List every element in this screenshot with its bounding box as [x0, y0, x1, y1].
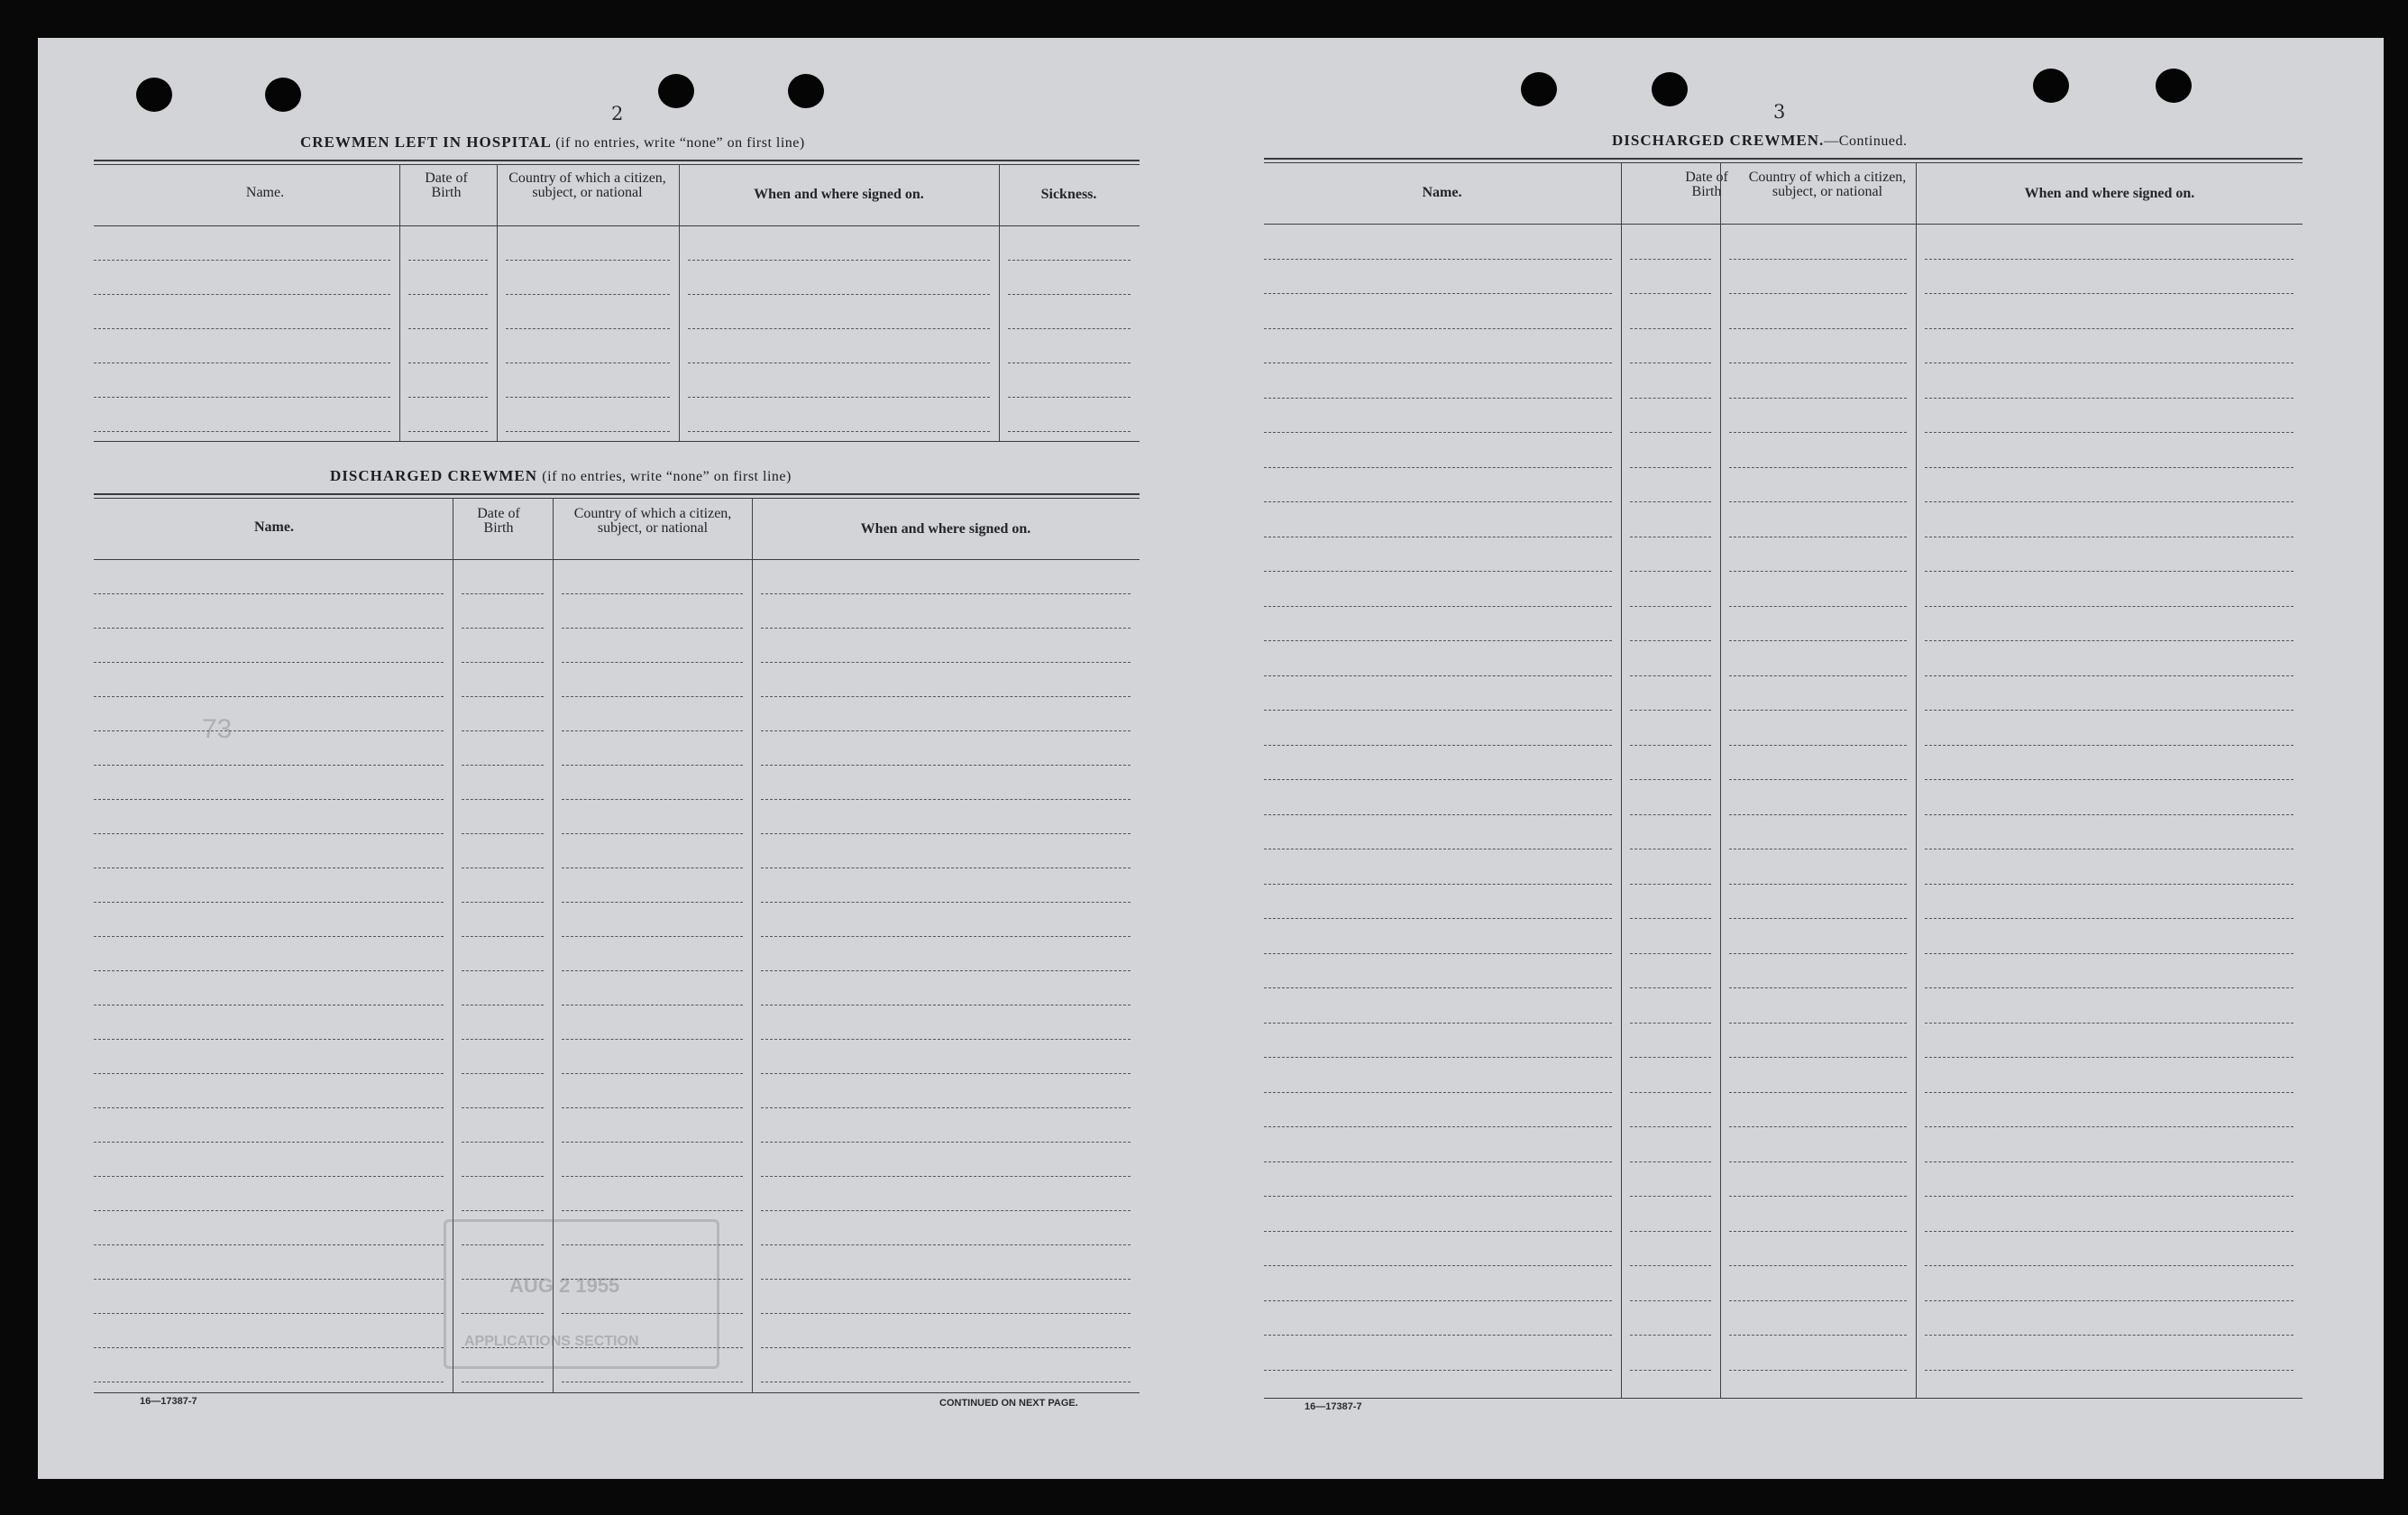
right-entry-line [1264, 1231, 1612, 1232]
punch-hole [658, 74, 694, 108]
right-entry-line [1925, 1265, 2294, 1266]
right-entry-line [1264, 918, 1612, 919]
right-entry-line [1264, 1023, 1612, 1024]
discharged-entry-line [562, 730, 743, 731]
right-entry-line [1630, 1023, 1711, 1024]
right-entry-line [1630, 1126, 1711, 1127]
hospital-column-rule [679, 164, 680, 441]
right-entry-line [1729, 1057, 1907, 1058]
right-entry-line [1925, 293, 2294, 294]
discharged-entry-line [462, 1039, 544, 1040]
hospital-column-rule [399, 164, 400, 441]
right-entry-line [1729, 1300, 1907, 1301]
received-stamp [444, 1219, 719, 1369]
right-entry-line [1630, 1300, 1711, 1301]
right-top-rule [1264, 158, 2303, 163]
hospital-entry-line [688, 294, 990, 295]
right-entry-line [1729, 918, 1907, 919]
hospital-column-rule [497, 164, 498, 441]
discharged-entry-line [761, 1073, 1131, 1074]
right-entry-line [1264, 293, 1612, 294]
discharged-entry-line [761, 1279, 1131, 1280]
right-entry-line [1630, 1092, 1711, 1093]
right-entry-line [1729, 328, 1907, 329]
discharged-entry-line [562, 628, 743, 629]
right-entry-line [1264, 1092, 1612, 1093]
discharged-col-name: Name. [254, 519, 294, 535]
discharged-entry-line [761, 833, 1131, 834]
right-section-title [1612, 132, 1907, 150]
right-entry-line [1729, 675, 1907, 676]
right-entry-line [1264, 398, 1612, 399]
hospital-column-rule [999, 164, 1000, 441]
right-column-rule [1916, 162, 1917, 1398]
right-entry-line [1925, 432, 2294, 433]
hospital-title-text: CREWMEN LEFT IN HOSPITAL [300, 133, 551, 151]
right-entry-line [1630, 918, 1711, 919]
right-entry-line [1630, 432, 1711, 433]
discharged-entry-line [761, 765, 1131, 766]
discharged-entry-line [562, 1039, 743, 1040]
hospital-entry-line [1008, 397, 1131, 398]
right-entry-line [1729, 1126, 1907, 1127]
discharged-entry-line [562, 765, 743, 766]
hospital-entry-line [506, 397, 670, 398]
hospital-top-rule [94, 160, 1140, 165]
punch-hole [1652, 72, 1688, 106]
discharged-entry-line [562, 662, 743, 663]
hospital-entry-line [1008, 260, 1131, 261]
discharged-entry-line [562, 1107, 743, 1108]
right-entry-line [1925, 259, 2294, 260]
right-entry-line [1630, 398, 1711, 399]
right-entry-line [1264, 675, 1612, 676]
right-entry-line [1729, 1196, 1907, 1197]
form-number-left: 16—17387-7 [140, 1396, 197, 1407]
punch-hole [788, 74, 824, 108]
right-entry-line [1729, 710, 1907, 711]
right-entry-line [1925, 814, 2294, 815]
right-entry-line [1630, 606, 1711, 607]
right-entry-line [1264, 571, 1612, 572]
hospital-entry-line [506, 294, 670, 295]
hospital-entry-line [408, 328, 488, 329]
right-entry-line [1729, 745, 1907, 746]
discharged-entry-line [94, 730, 444, 731]
discharged-entry-line [462, 936, 544, 937]
discharged-entry-line [761, 902, 1131, 903]
page-number-right: 3 [1773, 101, 1786, 123]
discharged-entry-line [94, 1073, 444, 1074]
discharged-entry-line [761, 1107, 1131, 1108]
right-col-dob: Date of Birth [1685, 170, 1728, 199]
hospital-entry-line [506, 260, 670, 261]
discharged-entry-line [562, 833, 743, 834]
discharged-section-title [330, 467, 792, 485]
discharged-entry-line [462, 593, 544, 594]
right-entry-line [1264, 501, 1612, 502]
discharged-entry-line [94, 1039, 444, 1040]
hospital-entry-line [94, 260, 390, 261]
right-entry-line [1264, 710, 1612, 711]
hospital-bottom-rule [94, 441, 1140, 442]
discharged-entry-line [761, 628, 1131, 629]
hospital-entry-line [506, 328, 670, 329]
right-entry-line [1630, 1231, 1711, 1232]
right-entry-line [1630, 328, 1711, 329]
right-entry-line [1264, 1265, 1612, 1266]
discharged-entry-line [94, 1176, 444, 1177]
right-entry-line [1925, 918, 2294, 919]
right-entry-line [1729, 1092, 1907, 1093]
discharged-entry-line [761, 1244, 1131, 1245]
discharged-entry-line [94, 662, 444, 663]
right-entry-line [1264, 1370, 1612, 1371]
discharged-entry-line [761, 1210, 1131, 1211]
stamp-date: AUG 2 1955 [509, 1274, 620, 1297]
form-number-right: 16—17387-7 [1305, 1401, 1362, 1412]
discharged-entry-line [562, 1142, 743, 1143]
right-entry-line [1729, 432, 1907, 433]
right-entry-line [1264, 1300, 1612, 1301]
right-entry-line [1925, 779, 2294, 780]
right-entry-line [1630, 467, 1711, 468]
discharged-entry-line [94, 593, 444, 594]
right-entry-line [1630, 571, 1711, 572]
right-entry-line [1925, 710, 2294, 711]
discharged-entry-line [462, 662, 544, 663]
right-entry-line [1264, 1126, 1612, 1127]
discharged-entry-line [94, 628, 444, 629]
discharged-top-rule [94, 493, 1140, 499]
right-entry-line [1264, 814, 1612, 815]
hospital-entry-line [94, 328, 390, 329]
right-entry-line [1630, 1370, 1711, 1371]
right-entry-line [1630, 884, 1711, 885]
right-entry-line [1264, 640, 1612, 641]
hospital-col-name: Name. [245, 185, 285, 200]
right-entry-line [1925, 1370, 2294, 1371]
discharged-entry-line [462, 1210, 544, 1211]
discharged-column-rule [752, 498, 753, 1392]
hospital-col-country: Country of which a citizen, subject, or national [508, 170, 666, 200]
hospital-entry-line [688, 328, 990, 329]
right-entry-line [1729, 571, 1907, 572]
discharged-entry-line [761, 730, 1131, 731]
discharged-col-signed: When and where signed on. [860, 521, 1031, 537]
right-entry-line [1630, 710, 1711, 711]
right-entry-line [1925, 1196, 2294, 1197]
discharged-entry-line [562, 1073, 743, 1074]
hospital-entry-line [408, 260, 488, 261]
right-entry-line [1264, 1335, 1612, 1336]
discharged-entry-line [761, 1176, 1131, 1177]
discharged-entry-line [562, 1176, 743, 1177]
right-column-rule [1621, 162, 1622, 1398]
right-entry-line [1925, 987, 2294, 988]
right-entry-line [1925, 745, 2294, 746]
discharged-entry-line [94, 833, 444, 834]
right-entry-line [1264, 745, 1612, 746]
discharged-entry-line [462, 1176, 544, 1177]
right-entry-line [1729, 1231, 1907, 1232]
discharged-entry-line [761, 593, 1131, 594]
right-entry-line [1925, 884, 2294, 885]
right-entry-line [1925, 1231, 2294, 1232]
right-entry-line [1729, 606, 1907, 607]
discharged-entry-line [94, 1313, 444, 1314]
discharged-entry-line [462, 902, 544, 903]
right-entry-line [1925, 571, 2294, 572]
right-entry-line [1729, 814, 1907, 815]
right-entry-line [1925, 501, 2294, 502]
right-entry-line [1729, 1335, 1907, 1336]
hospital-entry-line [94, 294, 390, 295]
hospital-header-rule [94, 225, 1140, 226]
right-entry-line [1630, 1196, 1711, 1197]
discharged-entry-line [761, 1039, 1131, 1040]
right-title-suffix: —Continued. [1824, 133, 1908, 149]
hospital-entry-line [506, 431, 670, 432]
discharged-entry-line [94, 902, 444, 903]
hospital-entry-line [1008, 431, 1131, 432]
discharged-entry-line [562, 1210, 743, 1211]
right-column-rule [1720, 162, 1721, 1398]
discharged-entry-line [462, 799, 544, 800]
discharged-entry-line [462, 765, 544, 766]
discharged-entry-line [94, 1347, 444, 1348]
discharged-entry-line [94, 936, 444, 937]
right-entry-line [1630, 1265, 1711, 1266]
right-entry-line [1729, 398, 1907, 399]
hospital-entry-line [688, 431, 990, 432]
discharged-entry-line [761, 1142, 1131, 1143]
right-entry-line [1630, 953, 1711, 954]
right-entry-line [1264, 259, 1612, 260]
discharged-entry-line [462, 1073, 544, 1074]
discharged-entry-line [462, 730, 544, 731]
discharged-entry-line [562, 902, 743, 903]
right-entry-line [1264, 467, 1612, 468]
right-entry-line [1729, 987, 1907, 988]
discharged-col-dob: Date of Birth [477, 506, 520, 536]
discharged-title-text: DISCHARGED CREWMEN [330, 467, 538, 484]
right-entry-line [1630, 501, 1711, 502]
right-entry-line [1264, 432, 1612, 433]
right-entry-line [1729, 1370, 1907, 1371]
discharged-entry-line [562, 696, 743, 697]
discharged-entry-line [462, 1142, 544, 1143]
right-entry-line [1264, 606, 1612, 607]
hospital-entry-line [408, 431, 488, 432]
right-col-signed: When and where signed on. [2024, 186, 2195, 201]
right-col-country: Country of which a citizen, subject, or national [1748, 170, 1907, 199]
right-entry-line [1264, 1196, 1612, 1197]
right-entry-line [1630, 1057, 1711, 1058]
right-entry-line [1925, 328, 2294, 329]
discharged-entry-line [462, 833, 544, 834]
punch-hole [2033, 69, 2069, 103]
right-entry-line [1925, 398, 2294, 399]
hospital-entry-line [408, 397, 488, 398]
discharged-entry-line [761, 1313, 1131, 1314]
punch-hole [2156, 69, 2192, 103]
right-entry-line [1729, 467, 1907, 468]
right-entry-line [1264, 328, 1612, 329]
discharged-col-country: Country of which a citizen, subject, or national [573, 506, 732, 536]
right-entry-line [1925, 640, 2294, 641]
right-entry-line [1264, 953, 1612, 954]
hospital-col-sickness: Sickness. [1040, 187, 1097, 202]
continued-note: CONTINUED ON NEXT PAGE. [939, 1398, 1078, 1409]
discharged-entry-line [462, 1107, 544, 1108]
discharged-entry-line [94, 696, 444, 697]
faint-handwritten-mark: 73 [202, 714, 233, 744]
discharged-entry-line [761, 696, 1131, 697]
hospital-col-dob: Date of Birth [425, 170, 468, 200]
punch-hole [1521, 72, 1557, 106]
discharged-entry-line [761, 936, 1131, 937]
discharged-entry-line [462, 628, 544, 629]
hospital-entry-line [94, 397, 390, 398]
right-entry-line [1630, 259, 1711, 260]
hospital-instruction: (if no entries, write “none” on first line) [555, 135, 805, 151]
discharged-entry-line [562, 799, 743, 800]
right-entry-line [1729, 1265, 1907, 1266]
right-entry-line [1925, 1023, 2294, 1024]
hospital-section-title [300, 133, 805, 152]
discharged-entry-line [94, 1107, 444, 1108]
discharged-header-rule [94, 559, 1140, 560]
right-entry-line [1729, 884, 1907, 885]
discharged-entry-line [562, 936, 743, 937]
right-entry-line [1630, 987, 1711, 988]
right-entry-line [1729, 779, 1907, 780]
hospital-entry-line [408, 294, 488, 295]
right-entry-line [1925, 1057, 2294, 1058]
right-bottom-rule [1264, 1398, 2303, 1399]
hospital-entry-line [1008, 294, 1131, 295]
discharged-entry-line [94, 799, 444, 800]
discharged-entry-line [94, 765, 444, 766]
hospital-col-signed: When and where signed on. [754, 187, 924, 202]
right-entry-line [1264, 884, 1612, 885]
right-entry-line [1729, 640, 1907, 641]
discharged-entry-line [94, 1244, 444, 1245]
page-number-left: 2 [611, 103, 624, 124]
right-entry-line [1630, 293, 1711, 294]
right-col-name: Name. [1422, 185, 1462, 200]
stamp-subtitle: APPLICATIONS SECTION [464, 1334, 639, 1349]
right-entry-line [1925, 1126, 2294, 1127]
right-header-rule [1264, 224, 2303, 225]
right-title-text: DISCHARGED CREWMEN. [1612, 132, 1825, 149]
discharged-entry-line [94, 970, 444, 971]
right-entry-line [1729, 259, 1907, 260]
hospital-entry-line [1008, 328, 1131, 329]
discharged-entry-line [761, 662, 1131, 663]
hospital-entry-line [688, 260, 990, 261]
right-entry-line [1630, 640, 1711, 641]
discharged-entry-line [761, 799, 1131, 800]
right-entry-line [1925, 606, 2294, 607]
discharged-entry-line [761, 970, 1131, 971]
right-entry-line [1925, 1300, 2294, 1301]
punch-hole [265, 78, 301, 112]
discharged-entry-line [94, 1142, 444, 1143]
document-sheet [38, 38, 2384, 1479]
right-entry-line [1925, 1092, 2294, 1093]
right-entry-line [1630, 1335, 1711, 1336]
right-entry-line [1925, 1335, 2294, 1336]
right-entry-line [1925, 953, 2294, 954]
right-entry-line [1630, 745, 1711, 746]
right-entry-line [1630, 779, 1711, 780]
right-entry-line [1925, 675, 2294, 676]
discharged-entry-line [761, 1347, 1131, 1348]
discharged-entry-line [562, 970, 743, 971]
punch-hole [136, 78, 172, 112]
right-entry-line [1264, 779, 1612, 780]
discharged-entry-line [94, 1279, 444, 1280]
discharged-entry-line [462, 970, 544, 971]
right-entry-line [1729, 293, 1907, 294]
hospital-entry-line [688, 397, 990, 398]
discharged-entry-line [562, 593, 743, 594]
right-entry-line [1729, 953, 1907, 954]
right-entry-line [1264, 987, 1612, 988]
right-entry-line [1925, 467, 2294, 468]
discharged-entry-line [462, 696, 544, 697]
discharged-entry-line [94, 1210, 444, 1211]
discharged-instruction: (if no entries, write “none” on first line) [542, 469, 792, 484]
hospital-entry-line [94, 431, 390, 432]
discharged-bottom-rule [94, 1392, 1140, 1393]
right-entry-line [1630, 675, 1711, 676]
right-entry-line [1729, 1023, 1907, 1024]
right-entry-line [1630, 814, 1711, 815]
right-entry-line [1264, 1057, 1612, 1058]
right-entry-line [1729, 501, 1907, 502]
